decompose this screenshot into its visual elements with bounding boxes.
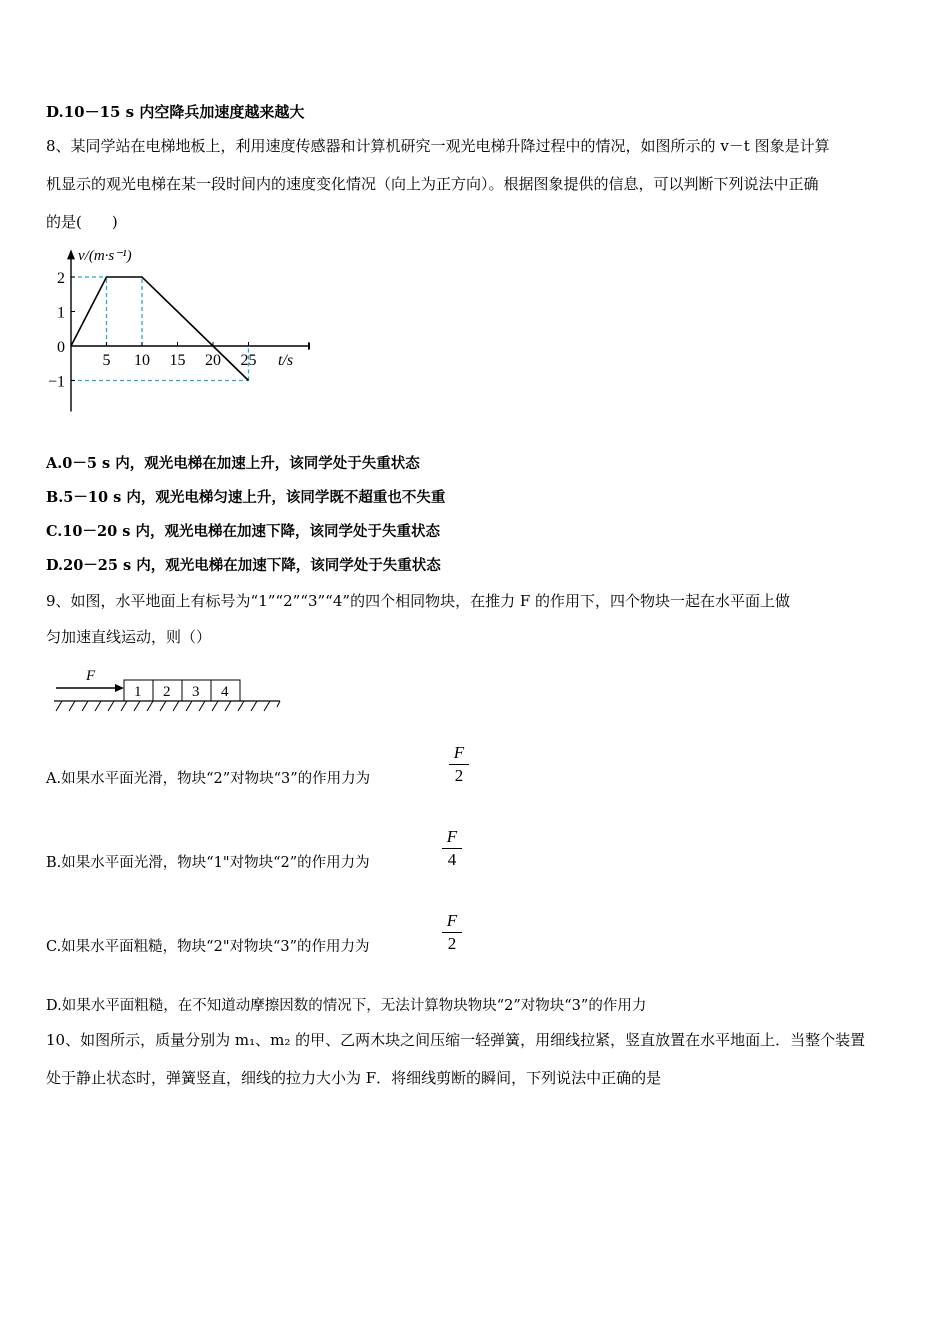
force-label: F — [86, 668, 96, 684]
q10-stem-line-2: 处于静止状态时，弹簧竖直，细线的拉力大小为 F．将细线剪断的瞬间，下列说法中正确的是 — [46, 1069, 662, 1087]
q9-option-b-fraction — [442, 827, 462, 870]
q9-option-a: A.如果水平面光滑，物块“2”对物块“3”的作用力为 — [46, 771, 371, 787]
fraction-bar — [449, 764, 469, 765]
chart-axes — [67, 249, 310, 411]
vt-chart — [40, 238, 310, 420]
chart-x-axis-label: t/s — [278, 352, 294, 369]
x-axis-arrowhead — [308, 342, 310, 350]
q8-stem-line-1: 8、某同学站在电梯地板上，利用速度传感器和计算机研究一观光电梯升降过程中的情况，如图所示的 v－t 图象是计算 — [46, 137, 830, 155]
force-arrowhead — [115, 684, 124, 692]
q8-option-d: D.20－25 s 内，观光电梯在加速下降，该同学处于失重状态 — [46, 557, 441, 574]
q9-stem-line-1: 9、如图，水平地面上有标号为“1”“2”“3”“4”的四个相同物块，在推力 F 的作用下，四个物块一起在水平面上做 — [46, 592, 791, 610]
y-tick-label: 0 — [57, 339, 65, 356]
fraction-bar — [442, 848, 462, 849]
q10-stem-line-1: 10、如图所示，质量分别为 m₁、m₂ 的甲、乙两木块之间压缩一轻弹簧，用细线拉紧，竖直放置在水平地面上．当整个装置 — [46, 1031, 866, 1049]
fraction-numerator: F — [446, 911, 458, 930]
block-4-label: 4 — [221, 684, 229, 700]
q9-option-d: D.如果水平面粗糙，在不知道动摩擦因数的情况下，无法计算物块物块“2”对物块“3”的作用力 — [46, 998, 647, 1014]
q8-stem-line-2: 机显示的观光电梯在某一段时间内的速度变化情况（向上为正方向）。根据图象提供的信息，可以判断下列说法中正确 — [46, 175, 819, 193]
q8-stem-line-3: 的是( ) — [46, 213, 118, 231]
y-axis-arrowhead — [67, 249, 75, 259]
y-tick-label: −1 — [47, 373, 65, 391]
ground-hatching — [56, 701, 280, 711]
fraction-numerator: F — [446, 827, 458, 846]
q8-option-c: C.10－20 s 内，观光电梯在加速下降，该同学处于失重状态 — [46, 523, 440, 540]
q8-option-a: A.0－5 s 内，观光电梯在加速上升，该同学处于失重状态 — [46, 455, 420, 472]
series-line-0 — [71, 277, 249, 381]
x-tick-label: 25 — [240, 352, 257, 369]
chart-series — [71, 277, 249, 381]
fraction-bar — [442, 932, 462, 933]
y-tick-label: 2 — [57, 270, 65, 287]
chart-y-axis-label: v/(m·s⁻¹) — [78, 248, 132, 264]
q9-option-b: B.如果水平面光滑，物块“1"对物块“2”的作用力为 — [46, 855, 370, 871]
block-1-label: 1 — [134, 684, 142, 700]
block-3-label: 3 — [192, 684, 200, 700]
q7-option-d: D.10－15 s 内空降兵加速度越来越大 — [46, 103, 305, 121]
q9-stem-line-2: 匀加速直线运动，则（） — [46, 628, 212, 646]
fraction-denominator: 4 — [447, 850, 457, 869]
x-tick-label: 5 — [102, 352, 111, 369]
fraction-denominator: 2 — [447, 934, 457, 953]
x-tick-label: 20 — [205, 352, 221, 369]
x-tick-label: 10 — [134, 352, 150, 369]
q9-option-a-fraction — [449, 743, 469, 786]
fraction-numerator: F — [453, 743, 465, 762]
block-2-label: 2 — [163, 684, 171, 700]
fraction-denominator: 2 — [454, 766, 464, 785]
q9-option-c: C.如果水平面粗糙，物块“2"对物块“3”的作用力为 — [46, 939, 370, 955]
x-tick-label: 15 — [169, 352, 186, 369]
blocks-figure — [52, 664, 284, 716]
q9-option-c-fraction — [442, 911, 462, 954]
q8-option-b: B.5－10 s 内，观光电梯匀速上升，该同学既不超重也不失重 — [46, 489, 446, 506]
y-tick-label: 1 — [57, 304, 65, 322]
